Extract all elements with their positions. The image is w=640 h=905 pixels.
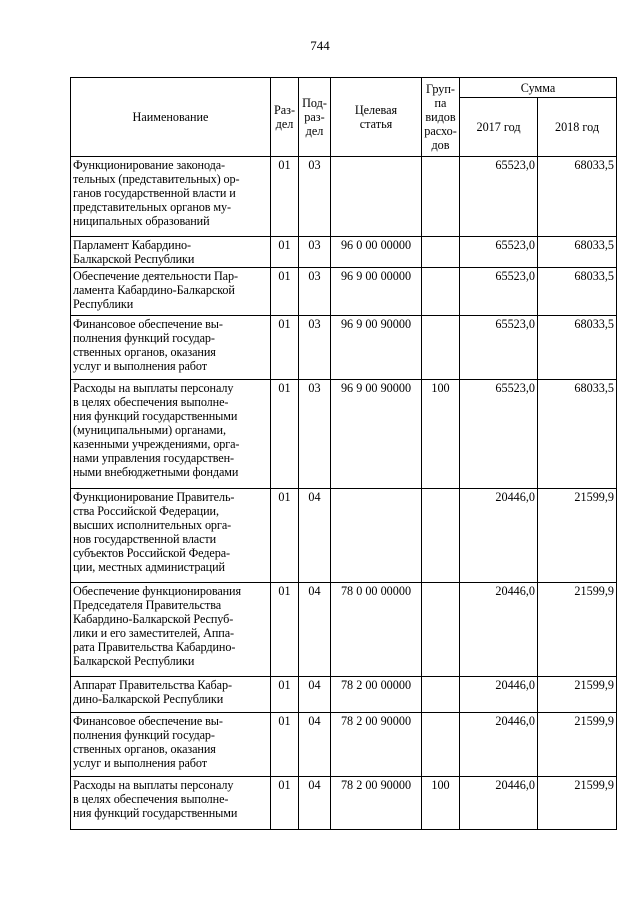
- table-row: [71, 316, 617, 380]
- row-amount-2018: 21599,9: [538, 777, 617, 830]
- row-amount-2017: 65523,0: [460, 380, 538, 489]
- table-row: [71, 268, 617, 316]
- row-section: 01: [271, 677, 299, 713]
- page-number: 744: [310, 38, 330, 53]
- row-name: Парламент Кабардино- Балкарской Республики: [71, 237, 271, 268]
- row-subsection: 04: [299, 583, 331, 677]
- row-target: 78 0 00 00000: [331, 583, 422, 677]
- row-group: [422, 268, 460, 316]
- row-name: Функционирование Правитель- ства Российской Федерации, высших исполнительных орга- нов государственной власти субъектов Российской Федера- ции, местных администраций: [71, 489, 271, 583]
- row-amount-2018: 21599,9: [538, 489, 617, 583]
- row-section: 01: [271, 713, 299, 777]
- row-amount-2017: 20446,0: [460, 583, 538, 677]
- row-amount-2018: 68033,5: [538, 268, 617, 316]
- row-subsection: 03: [299, 237, 331, 268]
- header-year-2018: 2018 год: [538, 98, 617, 157]
- row-amount-2018: 21599,9: [538, 677, 617, 713]
- row-amount-2017: 20446,0: [460, 677, 538, 713]
- table-row: [71, 380, 617, 489]
- header-group: Груп- па видов расхо- дов: [422, 78, 460, 157]
- row-group: [422, 583, 460, 677]
- row-group: [422, 677, 460, 713]
- row-target: 78 2 00 90000: [331, 777, 422, 830]
- row-amount-2017: 65523,0: [460, 237, 538, 268]
- row-amount-2017: 20446,0: [460, 777, 538, 830]
- row-amount-2018: 68033,5: [538, 237, 617, 268]
- header-section: Раз- дел: [271, 78, 299, 157]
- row-subsection: 04: [299, 777, 331, 830]
- row-amount-2017: 65523,0: [460, 316, 538, 380]
- row-name: Финансовое обеспечение вы- полнения функций государ- ственных органов, оказания услуг и выполнения работ: [71, 713, 271, 777]
- row-subsection: 04: [299, 713, 331, 777]
- header-target: Целевая статья: [331, 78, 422, 157]
- row-section: 01: [271, 237, 299, 268]
- row-name: Финансовое обеспечение вы- полнения функций государ- ственных органов, оказания услуг и выполнения работ: [71, 316, 271, 380]
- row-target: 96 0 00 00000: [331, 237, 422, 268]
- row-amount-2018: 68033,5: [538, 380, 617, 489]
- row-section: 01: [271, 316, 299, 380]
- row-name: Функционирование законода- тельных (представительных) ор- ганов государственной власти и представительных органов му- ниципальных образований: [71, 157, 271, 237]
- budget-table: [70, 77, 617, 830]
- row-subsection: 03: [299, 380, 331, 489]
- table-row: [71, 489, 617, 583]
- row-section: 01: [271, 268, 299, 316]
- row-subsection: 03: [299, 316, 331, 380]
- row-group: 100: [422, 380, 460, 489]
- header-subsection: Под- раз- дел: [299, 78, 331, 157]
- row-section: 01: [271, 777, 299, 830]
- row-amount-2018: 21599,9: [538, 583, 617, 677]
- table-row: [71, 157, 617, 237]
- row-section: 01: [271, 157, 299, 237]
- table-row: [71, 677, 617, 713]
- row-section: 01: [271, 489, 299, 583]
- row-group: [422, 713, 460, 777]
- row-amount-2018: 21599,9: [538, 713, 617, 777]
- row-target: 96 9 00 90000: [331, 380, 422, 489]
- row-name: Обеспечение функционирования Председателя Правительства Кабардино-Балкарской Респуб- лики и его заместителей, Аппа- рата Правительства Кабардино- Балкарской Республики: [71, 583, 271, 677]
- row-target: 78 2 00 90000: [331, 713, 422, 777]
- row-amount-2018: 68033,5: [538, 157, 617, 237]
- row-target: [331, 489, 422, 583]
- row-target: 96 9 00 00000: [331, 268, 422, 316]
- header-year-2017: 2017 год: [460, 98, 538, 157]
- row-name: Аппарат Правительства Кабар- дино-Балкарской Республики: [71, 677, 271, 713]
- row-target: 78 2 00 00000: [331, 677, 422, 713]
- row-section: 01: [271, 583, 299, 677]
- row-group: [422, 157, 460, 237]
- row-group: [422, 489, 460, 583]
- row-section: 01: [271, 380, 299, 489]
- row-amount-2017: 65523,0: [460, 157, 538, 237]
- row-amount-2017: 20446,0: [460, 489, 538, 583]
- table-row: [71, 777, 617, 830]
- row-subsection: 04: [299, 489, 331, 583]
- row-subsection: 03: [299, 157, 331, 237]
- row-subsection: 03: [299, 268, 331, 316]
- table-row: [71, 583, 617, 677]
- row-target: 96 9 00 90000: [331, 316, 422, 380]
- row-amount-2017: 20446,0: [460, 713, 538, 777]
- row-target: [331, 157, 422, 237]
- header-name: Наименование: [71, 78, 271, 157]
- table-row: [71, 713, 617, 777]
- row-group: 100: [422, 777, 460, 830]
- row-group: [422, 237, 460, 268]
- row-name: Расходы на выплаты персоналу в целях обеспечения выполне- ния функций государственными (муниципальными) органами, казенными учреждениями, орга- нами управления государствен- ными внебюджетными фондами: [71, 380, 271, 489]
- row-name: Обеспечение деятельности Пар- ламента Кабардино-Балкарской Республики: [71, 268, 271, 316]
- row-subsection: 04: [299, 677, 331, 713]
- row-name: Расходы на выплаты персоналу в целях обеспечения выполне- ния функций государственными: [71, 777, 271, 830]
- row-group: [422, 316, 460, 380]
- row-amount-2018: 68033,5: [538, 316, 617, 380]
- table-row: [71, 237, 617, 268]
- row-amount-2017: 65523,0: [460, 268, 538, 316]
- header-sum: Сумма: [460, 78, 617, 98]
